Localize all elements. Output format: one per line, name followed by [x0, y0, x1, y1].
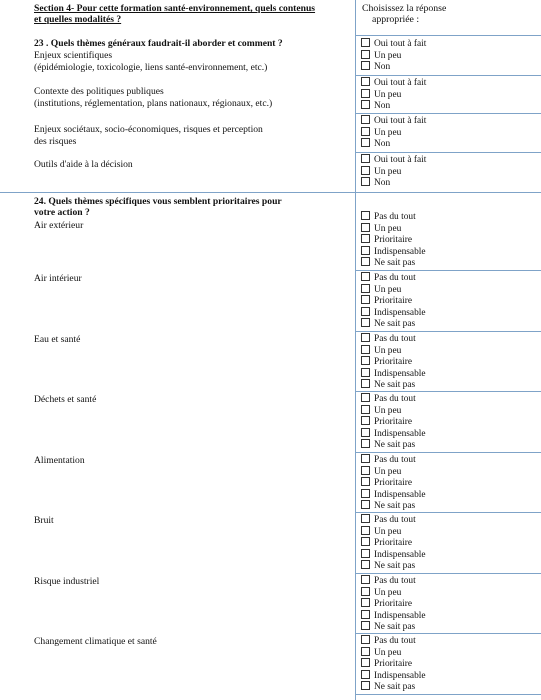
- option-q24-1-2[interactable]: [361, 223, 401, 234]
- q24-item-label: Risque industriel: [34, 576, 100, 587]
- checkbox[interactable]: [361, 333, 370, 342]
- option-q24-2-3[interactable]: [361, 295, 412, 306]
- option-q24-5-5[interactable]: [361, 500, 415, 511]
- option-label: Un peu: [374, 345, 402, 356]
- option-q24-8-4[interactable]: [361, 670, 426, 681]
- q24-group-divider: [355, 270, 541, 271]
- option-q23-2-2[interactable]: [361, 89, 401, 100]
- option-q24-2-1[interactable]: [361, 272, 416, 283]
- option-q24-5-2[interactable]: [361, 466, 401, 477]
- option-q24-1-4[interactable]: [361, 246, 426, 257]
- checkbox[interactable]: [361, 100, 370, 109]
- option-label: Prioritaire: [374, 357, 413, 367]
- option-label: Ne sait pas: [374, 501, 416, 511]
- option-q24-4-1[interactable]: [361, 393, 416, 404]
- checkbox[interactable]: [361, 77, 370, 86]
- option-q24-3-5[interactable]: [361, 379, 415, 390]
- checkbox[interactable]: [361, 560, 370, 569]
- option-label: Indispensable: [374, 489, 426, 500]
- checkbox[interactable]: [361, 89, 370, 98]
- q23-group-divider: [355, 75, 541, 76]
- checkbox[interactable]: [361, 598, 370, 607]
- checkbox[interactable]: [361, 466, 370, 475]
- checkbox[interactable]: [361, 621, 370, 630]
- option-label: Un peu: [374, 50, 402, 61]
- option-label: Ne sait pas: [374, 561, 416, 571]
- option-label: Un peu: [374, 587, 402, 598]
- q23-item2-line1: Contexte des politiques publiques: [34, 86, 164, 97]
- option-label: Ne sait pas: [374, 682, 416, 692]
- checkbox[interactable]: [361, 166, 370, 175]
- option-label: Ne sait pas: [374, 319, 416, 329]
- option-label: Ne sait pas: [374, 440, 416, 450]
- option-label: Pas du tout: [374, 273, 416, 283]
- checkbox[interactable]: [361, 526, 370, 535]
- option-q24-2-5[interactable]: [361, 318, 415, 329]
- q24-group-divider: [355, 391, 541, 392]
- q23-item1-line2: (épidémiologie, toxicologie, liens santé-environnement, etc.): [34, 62, 268, 73]
- option-label: Oui tout à fait: [374, 78, 427, 88]
- option-q23-1-2[interactable]: [361, 50, 401, 61]
- option-q24-6-1[interactable]: [361, 514, 416, 525]
- option-label: Oui tout à fait: [374, 116, 427, 126]
- option-q23-2-1[interactable]: [361, 77, 426, 88]
- option-q24-2-4[interactable]: [361, 307, 426, 318]
- option-q24-8-1[interactable]: [361, 635, 416, 646]
- checkbox[interactable]: [361, 500, 370, 509]
- option-label: Pas du tout: [374, 576, 416, 586]
- option-label: Prioritaire: [374, 599, 413, 609]
- checkbox[interactable]: [361, 177, 370, 186]
- option-q23-3-3[interactable]: [361, 138, 390, 149]
- option-q24-4-2[interactable]: [361, 405, 401, 416]
- checkbox[interactable]: [361, 405, 370, 414]
- checkbox[interactable]: [361, 345, 370, 354]
- checkbox[interactable]: [361, 138, 370, 147]
- checkbox[interactable]: [361, 61, 370, 70]
- option-label: Prioritaire: [374, 417, 413, 427]
- option-q24-1-5[interactable]: [361, 257, 415, 268]
- option-label: Pas du tout: [374, 455, 416, 465]
- checkbox[interactable]: [361, 549, 370, 558]
- checkbox[interactable]: [361, 38, 370, 47]
- checkbox[interactable]: [361, 393, 370, 402]
- option-label: Un peu: [374, 127, 402, 138]
- option-q24-3-2[interactable]: [361, 345, 401, 356]
- option-label: Indispensable: [374, 670, 426, 681]
- option-q24-4-3[interactable]: [361, 416, 412, 427]
- option-q24-7-5[interactable]: [361, 621, 415, 632]
- q24-title-line1: 24. Quels thèmes spécifiques vous semblent prioritaires pour: [34, 196, 282, 207]
- checkbox[interactable]: [361, 537, 370, 546]
- q23-item3-line2: des risques: [34, 136, 77, 147]
- option-label: Prioritaire: [374, 659, 413, 669]
- option-label: Oui tout à fait: [374, 155, 427, 165]
- q24-item-label: Alimentation: [34, 455, 85, 466]
- q23-group-divider: [355, 113, 541, 114]
- checkbox[interactable]: [361, 575, 370, 584]
- checkbox[interactable]: [361, 587, 370, 596]
- checkbox[interactable]: [361, 127, 370, 136]
- option-q24-2-2[interactable]: [361, 284, 401, 295]
- q24-item-label: Eau et santé: [34, 334, 81, 345]
- checkbox[interactable]: [361, 439, 370, 448]
- checkbox[interactable]: [361, 318, 370, 327]
- option-label: Pas du tout: [374, 394, 416, 404]
- option-label: Prioritaire: [374, 478, 413, 488]
- option-label: Indispensable: [374, 610, 426, 621]
- checkbox[interactable]: [361, 284, 370, 293]
- q23-item4-line1: Outils d'aide à la décision: [34, 159, 133, 170]
- checkbox[interactable]: [361, 454, 370, 463]
- section-title-line2: et quelles modalités ?: [34, 14, 122, 25]
- option-label: Pas du tout: [374, 334, 416, 344]
- checkbox[interactable]: [361, 307, 370, 316]
- section-header-divider: [355, 35, 541, 36]
- checkbox[interactable]: [361, 610, 370, 619]
- option-label: Indispensable: [374, 549, 426, 560]
- option-label: Indispensable: [374, 368, 426, 379]
- option-label: Un peu: [374, 647, 402, 658]
- checkbox[interactable]: [361, 647, 370, 656]
- option-q24-7-4[interactable]: [361, 610, 426, 621]
- checkbox[interactable]: [361, 272, 370, 281]
- option-q24-6-4[interactable]: [361, 549, 426, 560]
- option-q23-3-2[interactable]: [361, 127, 401, 138]
- option-q23-1-3[interactable]: [361, 61, 390, 72]
- option-label: Indispensable: [374, 428, 426, 439]
- option-q23-4-3[interactable]: [361, 177, 390, 188]
- option-label: Oui tout à fait: [374, 39, 427, 49]
- option-label: Un peu: [374, 284, 402, 295]
- q24-item-label: Déchets et santé: [34, 394, 97, 405]
- checkbox[interactable]: [361, 489, 370, 498]
- q24-item-label: Air intérieur: [34, 273, 82, 284]
- checkbox[interactable]: [361, 234, 370, 243]
- checkbox[interactable]: [361, 514, 370, 523]
- checkbox[interactable]: [361, 477, 370, 486]
- option-q24-3-3[interactable]: [361, 356, 412, 367]
- option-label: Prioritaire: [374, 538, 413, 548]
- checkbox[interactable]: [361, 681, 370, 690]
- option-q24-4-4[interactable]: [361, 428, 426, 439]
- option-q24-6-5[interactable]: [361, 560, 415, 571]
- q24-group-divider: [355, 452, 541, 453]
- checkbox[interactable]: [361, 223, 370, 232]
- option-q24-7-2[interactable]: [361, 587, 401, 598]
- option-label: Ne sait pas: [374, 622, 416, 632]
- option-q24-3-4[interactable]: [361, 368, 426, 379]
- column-divider: [355, 0, 356, 700]
- checkbox[interactable]: [361, 115, 370, 124]
- option-q24-1-1[interactable]: [361, 211, 416, 222]
- option-label: Indispensable: [374, 246, 426, 257]
- option-label: Un peu: [374, 89, 402, 100]
- option-label: Non: [374, 139, 391, 150]
- q23-q24-divider: [0, 192, 541, 193]
- section-title-line1: Section 4- Pour cette formation santé-environnement, quels contenus: [34, 3, 316, 14]
- q23-item3-line1: Enjeux sociétaux, socio-économiques, risques et perception: [34, 124, 263, 135]
- option-q24-6-2[interactable]: [361, 526, 401, 537]
- instruction-line2: appropriée :: [372, 14, 420, 25]
- checkbox[interactable]: [361, 368, 370, 377]
- option-label: Non: [374, 62, 391, 73]
- option-label: Un peu: [374, 405, 402, 416]
- option-label: Prioritaire: [374, 296, 413, 306]
- option-q24-5-4[interactable]: [361, 489, 426, 500]
- q24-group-divider: [355, 633, 541, 634]
- option-q23-4-1[interactable]: [361, 154, 426, 165]
- option-q23-2-3[interactable]: [361, 100, 390, 111]
- checkbox[interactable]: [361, 50, 370, 59]
- option-label: Non: [374, 178, 391, 189]
- option-q24-5-3[interactable]: [361, 477, 412, 488]
- q24-title-line2: votre action ?: [34, 207, 90, 218]
- option-q24-1-3[interactable]: [361, 234, 412, 245]
- q23-group-divider: [355, 152, 541, 153]
- option-q24-8-5[interactable]: [361, 681, 415, 692]
- q23-item2-line2: (institutions, réglementation, plans nationaux, régionaux, etc.): [34, 98, 273, 109]
- q24-group-divider: [355, 573, 541, 574]
- option-label: Un peu: [374, 526, 402, 537]
- option-q23-1-1[interactable]: [361, 38, 426, 49]
- checkbox[interactable]: [361, 416, 370, 425]
- checkbox[interactable]: [361, 154, 370, 163]
- option-q23-3-1[interactable]: [361, 115, 426, 126]
- option-label: Pas du tout: [374, 212, 416, 222]
- option-q24-7-3[interactable]: [361, 598, 412, 609]
- option-label: Un peu: [374, 223, 402, 234]
- q23-item1-line1: Enjeux scientifiques: [34, 50, 113, 61]
- q24-item-label: Changement climatique et santé: [34, 636, 157, 647]
- checkbox[interactable]: [361, 670, 370, 679]
- checkbox[interactable]: [361, 211, 370, 220]
- q24-group-divider: [355, 331, 541, 332]
- checkbox[interactable]: [361, 295, 370, 304]
- option-label: Prioritaire: [374, 235, 413, 245]
- checkbox[interactable]: [361, 246, 370, 255]
- option-q24-7-1[interactable]: [361, 575, 416, 586]
- checkbox[interactable]: [361, 379, 370, 388]
- option-label: Non: [374, 101, 391, 112]
- checkbox[interactable]: [361, 356, 370, 365]
- option-label: Indispensable: [374, 307, 426, 318]
- q24-group-divider: [355, 512, 541, 513]
- option-q24-8-2[interactable]: [361, 647, 401, 658]
- option-q23-4-2[interactable]: [361, 166, 401, 177]
- checkbox[interactable]: [361, 428, 370, 437]
- option-q24-3-1[interactable]: [361, 333, 416, 344]
- option-label: Ne sait pas: [374, 380, 416, 390]
- option-label: Ne sait pas: [374, 258, 416, 268]
- q23-title: 23 . Quels thèmes généraux faudrait-il aborder et comment ?: [34, 38, 283, 49]
- option-label: Un peu: [374, 166, 402, 177]
- option-label: Un peu: [374, 466, 402, 477]
- option-q24-4-5[interactable]: [361, 439, 415, 450]
- option-label: Pas du tout: [374, 636, 416, 646]
- q24-bottom-divider: [355, 694, 541, 695]
- instruction-line1: Choisissez la réponse: [362, 3, 447, 14]
- checkbox[interactable]: [361, 635, 370, 644]
- option-q24-5-1[interactable]: [361, 454, 416, 465]
- q24-item-label: Air extérieur: [34, 220, 84, 231]
- checkbox[interactable]: [361, 257, 370, 266]
- option-label: Pas du tout: [374, 515, 416, 525]
- option-q24-8-3[interactable]: [361, 658, 412, 669]
- q24-item-label: Bruit: [34, 515, 54, 526]
- option-q24-6-3[interactable]: [361, 537, 412, 548]
- checkbox[interactable]: [361, 658, 370, 667]
